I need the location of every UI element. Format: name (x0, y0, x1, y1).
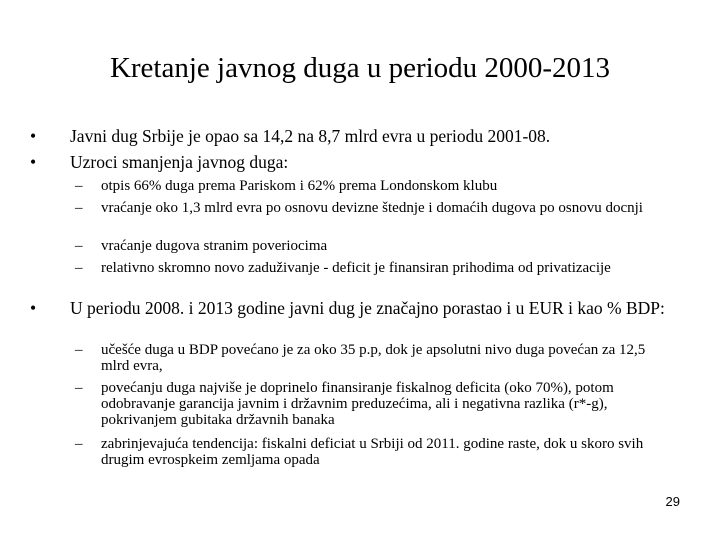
dash-marker: – (75, 436, 83, 452)
dash-marker: – (75, 178, 83, 194)
bullet-marker: • (30, 298, 37, 318)
bullet-marker: • (30, 126, 37, 146)
page-number: 29 (665, 494, 680, 509)
dash-marker: – (75, 342, 83, 358)
growth-item (75, 342, 675, 374)
bullet-public-debt-decline (30, 127, 690, 146)
bullet-text: U periodu 2008. i 2013 godine javni dug je značajno porastao i u EUR i kao % BDP: (70, 298, 665, 318)
cause-text: vraćanje oko 1,3 mlrd evra po osnovu devizne štednje i domaćih dugova po osnovu docnji (101, 200, 643, 216)
growth-item (75, 380, 675, 428)
growth-text: zabrinjevajuća tendencija: fiskalni deficiat u Srbiji od 2011. godine raste, dok u skoro svih drugim evrospkeim zemljama opada (101, 436, 644, 468)
dash-marker: – (75, 200, 83, 216)
bullet-decline-causes (30, 153, 690, 172)
growth-text: učešće duga u BDP povećano je za oko 35 p.p, dok je apsolutni nivo duga povećan za 12,5 mlrd evra, (101, 342, 646, 374)
dash-marker: – (75, 260, 83, 276)
cause-item (75, 238, 675, 254)
cause-text: relativno skromno novo zaduživanje - deficit je finansiran prihodima od privatizacije (101, 260, 611, 276)
cause-text: otpis 66% duga prema Pariskom i 62% prema Londonskom klubu (101, 178, 498, 194)
bullet-text: Uzroci smanjenja javnog duga: (70, 152, 289, 172)
growth-item (75, 436, 675, 468)
growth-text: povećanju duga najviše je doprinelo finansiranje fiskalnog deficita (oko 70%), potom odobravanje garancija javnim i državnim preduzećima, ali i negativna razlika (r*-g), pokrivanjem gubitaka državnih banaka (101, 380, 614, 428)
bullet-marker: • (30, 152, 37, 172)
bullet-text: Javni dug Srbije je opao sa 14,2 na 8,7 mlrd evra u periodu 2001-08. (70, 126, 551, 146)
cause-item (75, 200, 675, 216)
cause-item (75, 260, 675, 276)
dash-marker: – (75, 238, 83, 254)
cause-item (75, 178, 675, 194)
slide-title: Kretanje javnog duga u periodu 2000-2013 (109, 52, 611, 84)
dash-marker: – (75, 380, 83, 396)
bullet-debt-growth (30, 299, 690, 318)
cause-text: vraćanje dugova stranim poveriocima (101, 238, 328, 254)
